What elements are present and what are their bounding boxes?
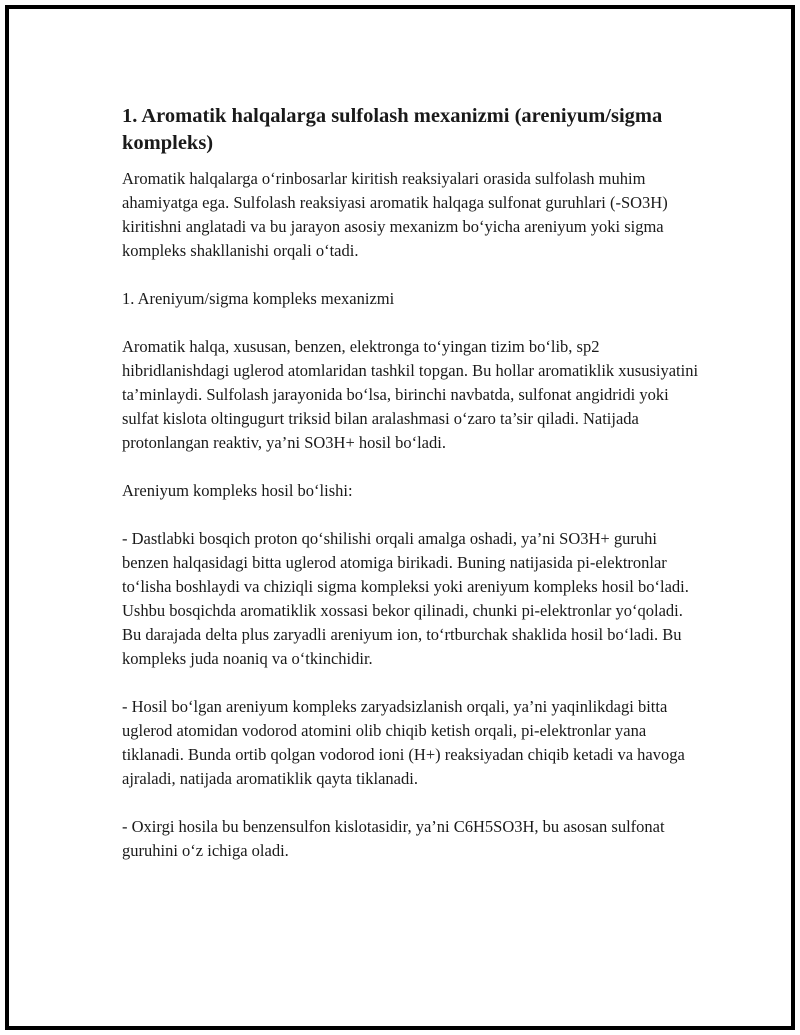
document-title: 1. Aromatik halqalarga sulfolash mexanizmi (areniyum/sigma kompleks) <box>122 105 663 154</box>
document-body <box>122 103 702 863</box>
list-item-paragraph: - Hosil bo‘lgan areniyum kompleks zaryadsizlanish orqali, ya’ni yaqinlikdagi bitta uglerod atomidan vodorod atomini olib chiqib ketish orqali, pi-elektronlar yana tiklanadi. Bunda ortib qolgan vodorod ioni (H+) reaksiyadan chiqib ketadi va havoga ajraladi, natijada aromatiklik qayta tiklanadi. <box>122 697 685 788</box>
list-item-paragraph: - Dastlabki bosqich proton qo‘shilishi orqali amalga oshadi, ya’ni SO3H+ guruhi benzen halqasidagi bitta uglerod atomiga birikadi. Buning natijasida pi-elektronlar to‘lisha boshlaydi va chiziqli sigma kompleksi yoki areniyum kompleks hosil bo‘ladi. Ushbu bosqichda aromatiklik xossasi bekor qilinadi, chunki pi-elektronlar yo‘qoladi. Bu darajada delta plus zaryadli areniyum ion, to‘rtburchak shaklida hosil bo‘ladi. Bu kompleks juda noaniq va o‘tkinchidir. <box>122 529 689 668</box>
page-frame <box>5 5 795 1030</box>
body-paragraph: Aromatik halqa, xususan, benzen, elektronga to‘yingan tizim bo‘lib, sp2 hibridlanishdagi uglerod atomlaridan tashkil topgan. Bu hollar aromatiklik xususiyatini ta’minlaydi. Sulfolash jarayonida bo‘lsa, birinchi navbatda, sulfonat angidridi yoki sulfat kislota oltingugurt triksid bilan aralashmasi o‘zaro ta’sir qiladi. Natijada protonlangan reaktiv, ya’ni SO3H+ hosil bo‘ladi. <box>122 337 699 452</box>
subsection-heading: Areniyum kompleks hosil bo‘lishi: <box>122 481 353 500</box>
list-item-paragraph: - Oxirgi hosila bu benzensulfon kislotasidir, ya’ni C6H5SO3H, bu asosan sulfonat guruhini o‘z ichiga oladi. <box>122 817 665 860</box>
intro-paragraph: Aromatik halqalarga o‘rinbosarlar kiritish reaksiyalari orasida sulfolash muhim ahamiyatga ega. Sulfolash reaksiyasi aromatik halqaga sulfonat guruhlari (-SO3H) kiritishni anglatadi va bu jarayon asosiy mexanizm bo‘yicha areniyum yoki sigma kompleks shakllanishi orqali o‘tadi. <box>122 169 668 260</box>
section-heading: 1. Areniyum/sigma kompleks mexanizmi <box>122 289 395 308</box>
